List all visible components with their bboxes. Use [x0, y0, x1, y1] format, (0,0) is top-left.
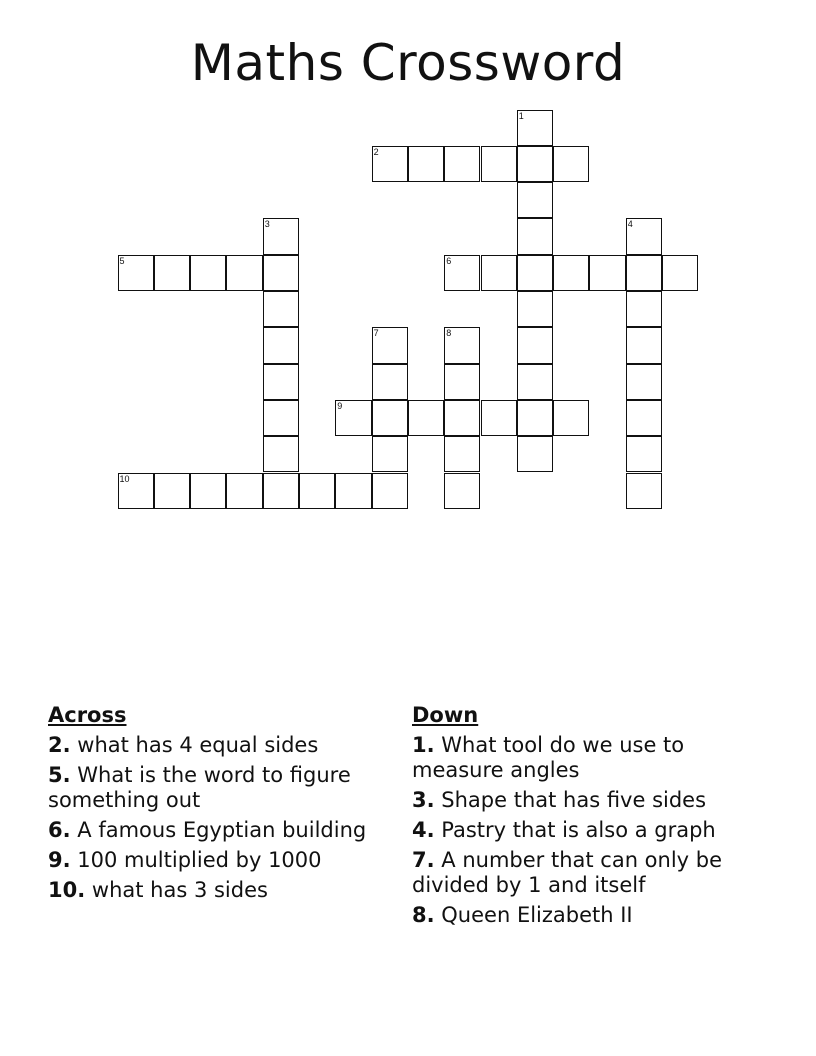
clue-number: 6. [48, 818, 71, 842]
crossword-cell[interactable] [444, 364, 480, 400]
crossword-cell[interactable] [408, 400, 444, 436]
crossword-cell[interactable] [299, 473, 335, 509]
crossword-cell[interactable] [444, 327, 480, 363]
crossword-cell[interactable] [263, 218, 299, 254]
crossword-cell[interactable] [517, 436, 553, 472]
down-clues [412, 703, 762, 933]
cell-number: 7 [373, 328, 379, 339]
crossword-cell[interactable] [372, 400, 408, 436]
clue-text: Shape that has five sides [441, 788, 707, 812]
crossword-cell[interactable] [626, 364, 662, 400]
crossword-cell[interactable] [553, 400, 589, 436]
crossword-cell[interactable] [263, 473, 299, 509]
clue-number: 7. [412, 848, 435, 872]
crossword-cell[interactable] [553, 146, 589, 182]
clue-down-4 [412, 818, 762, 843]
crossword-cell[interactable] [263, 327, 299, 363]
crossword-cell[interactable] [335, 473, 371, 509]
crossword-cell[interactable] [118, 473, 154, 509]
crossword-cell[interactable] [444, 255, 480, 291]
crossword-cell[interactable] [226, 255, 262, 291]
clue-text: 100 multiplied by 1000 [77, 848, 322, 872]
crossword-cell[interactable] [372, 146, 408, 182]
clue-text: What tool do we use to measure angles [412, 733, 685, 782]
crossword-cell[interactable] [517, 182, 553, 218]
crossword-cell[interactable] [263, 291, 299, 327]
cell-number: 2 [373, 146, 379, 157]
clue-across-6 [48, 818, 388, 843]
cell-number: 5 [119, 255, 125, 266]
crossword-cell[interactable] [263, 436, 299, 472]
crossword-cell[interactable] [517, 146, 553, 182]
crossword-cell[interactable] [335, 400, 371, 436]
clue-text: What is the word to figure something out [48, 763, 351, 812]
clue-number: 8. [412, 903, 435, 927]
crossword-cell[interactable] [517, 291, 553, 327]
crossword-cell[interactable] [481, 255, 517, 291]
crossword-cell[interactable] [408, 146, 444, 182]
crossword-cell[interactable] [372, 327, 408, 363]
across-heading: Across [48, 703, 127, 727]
crossword-cell[interactable] [626, 291, 662, 327]
crossword-cell[interactable] [372, 436, 408, 472]
cell-number: 1 [518, 110, 524, 121]
clue-text: what has 4 equal sides [77, 733, 319, 757]
clue-down-1 [412, 733, 762, 783]
clue-text: what has 3 sides [91, 878, 268, 902]
clue-number: 2. [48, 733, 71, 757]
down-heading: Down [412, 703, 479, 727]
clue-across-2 [48, 733, 388, 758]
clue-across-10 [48, 878, 388, 903]
crossword-cell[interactable] [517, 255, 553, 291]
clue-number: 3. [412, 788, 435, 812]
cell-number: 10 [119, 473, 130, 484]
clue-down-7 [412, 848, 762, 898]
clue-text: Pastry that is also a graph [441, 818, 716, 842]
crossword-cell[interactable] [553, 255, 589, 291]
crossword-cell[interactable] [626, 473, 662, 509]
clue-text: Queen Elizabeth II [441, 903, 633, 927]
cell-number: 6 [446, 255, 452, 266]
crossword-cell[interactable] [444, 473, 480, 509]
crossword-cell[interactable] [154, 255, 190, 291]
clue-text: A famous Egyptian building [77, 818, 367, 842]
crossword-cell[interactable] [263, 400, 299, 436]
across-clues [48, 703, 388, 908]
crossword-cell[interactable] [372, 473, 408, 509]
clue-down-3 [412, 788, 762, 813]
cell-number: 9 [337, 400, 343, 411]
cell-number: 4 [627, 219, 633, 230]
clue-text: A number that can only be divided by 1 and itself [412, 848, 723, 897]
crossword-cell[interactable] [372, 364, 408, 400]
crossword-cell[interactable] [190, 255, 226, 291]
crossword-cell[interactable] [190, 473, 226, 509]
cell-number: 8 [446, 328, 452, 339]
clue-number: 1. [412, 733, 435, 757]
crossword-cell[interactable] [662, 255, 698, 291]
clue-across-9 [48, 848, 388, 873]
crossword-cell[interactable] [517, 364, 553, 400]
crossword-cell[interactable] [226, 473, 262, 509]
clue-number: 10. [48, 878, 86, 902]
clue-number: 5. [48, 763, 71, 787]
clue-number: 9. [48, 848, 71, 872]
crossword-cell[interactable] [444, 436, 480, 472]
crossword-cell[interactable] [626, 436, 662, 472]
page-title: Maths Crossword [190, 34, 626, 92]
crossword-cell[interactable] [626, 327, 662, 363]
crossword-cell[interactable] [626, 255, 662, 291]
crossword-cell[interactable] [626, 400, 662, 436]
crossword-cell[interactable] [154, 473, 190, 509]
crossword-cell[interactable] [444, 400, 480, 436]
crossword-cell[interactable] [589, 255, 625, 291]
crossword-cell[interactable] [118, 255, 154, 291]
clue-down-8 [412, 903, 762, 928]
crossword-cell[interactable] [444, 146, 480, 182]
cell-number: 3 [264, 219, 270, 230]
crossword-cell[interactable] [517, 110, 553, 146]
crossword-cell[interactable] [517, 400, 553, 436]
crossword-cell[interactable] [263, 255, 299, 291]
clue-number: 4. [412, 818, 435, 842]
crossword-cell[interactable] [517, 218, 553, 254]
crossword-cell[interactable] [481, 400, 517, 436]
crossword-cell[interactable] [517, 327, 553, 363]
clue-across-5 [48, 763, 388, 813]
crossword-cell[interactable] [626, 218, 662, 254]
crossword-cell[interactable] [481, 146, 517, 182]
crossword-cell[interactable] [263, 364, 299, 400]
